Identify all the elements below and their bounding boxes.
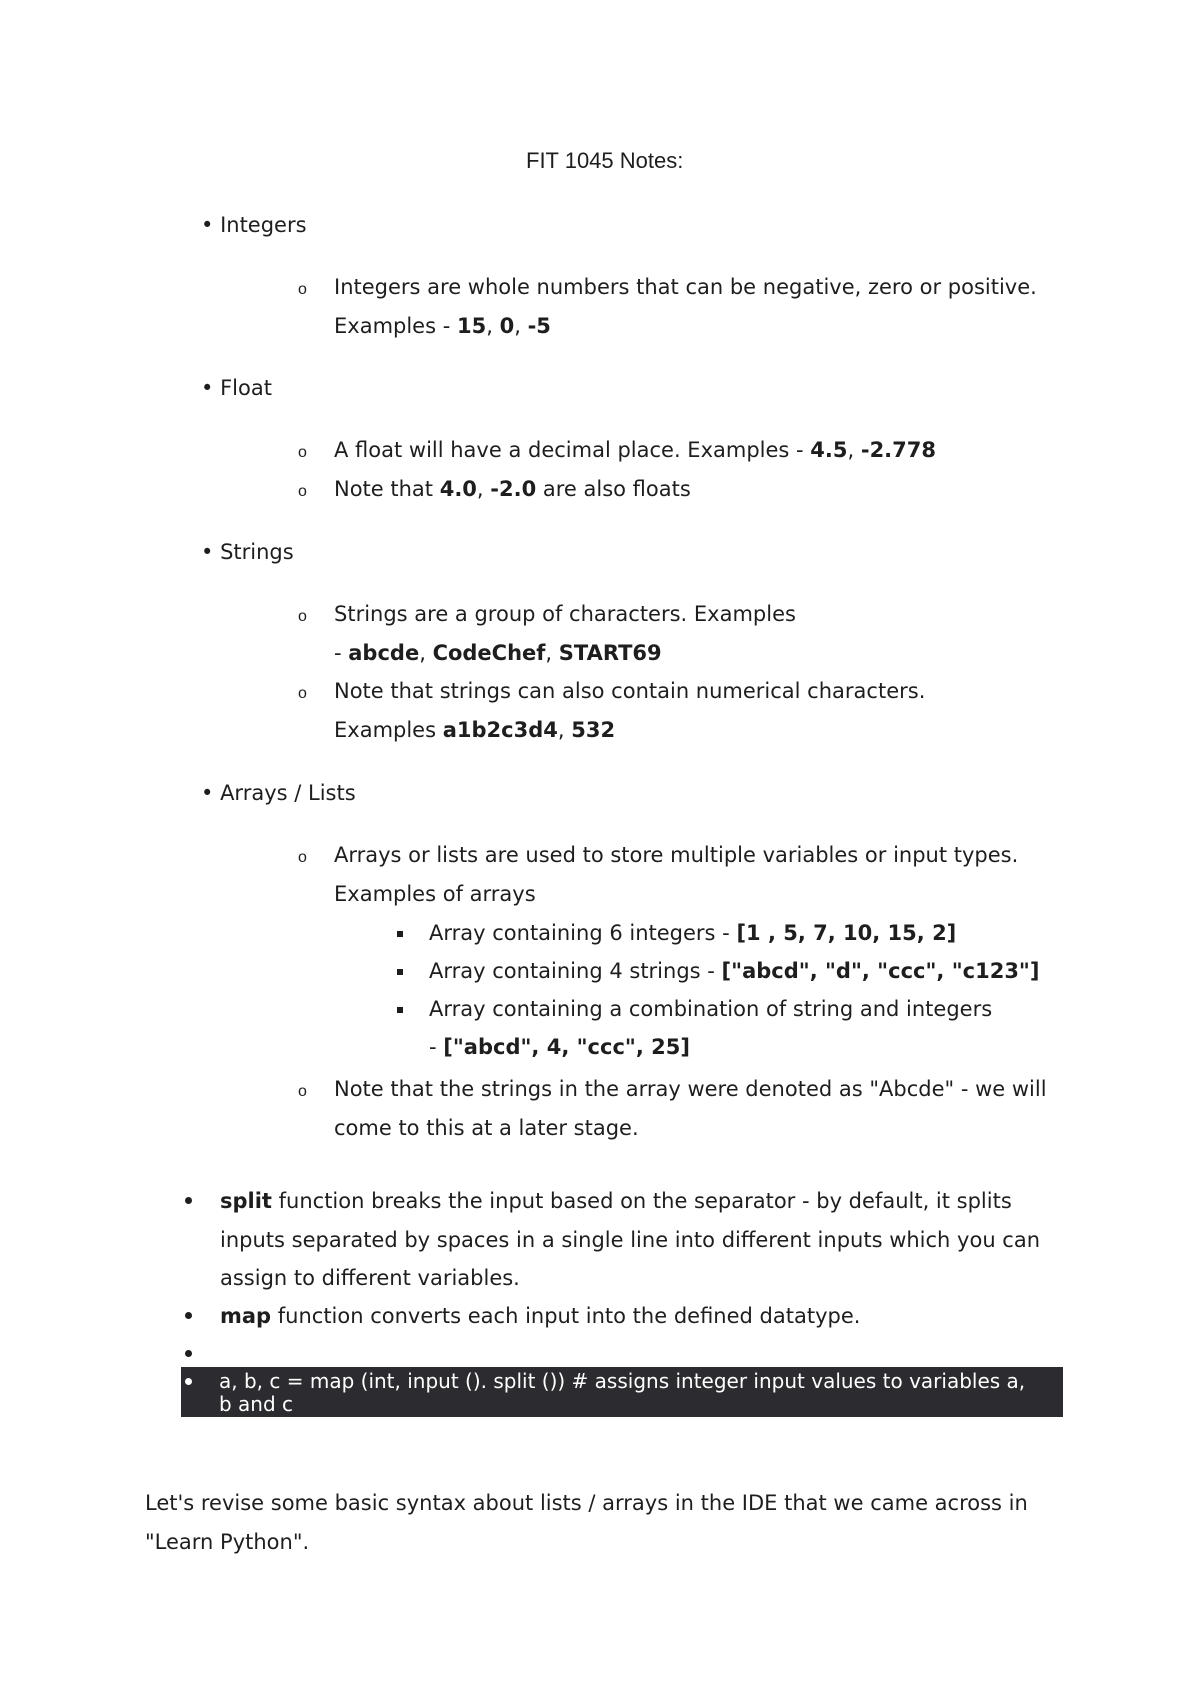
example-value: CodeChef <box>432 641 546 665</box>
closing-paragraph-line: "Learn Python". <box>145 1530 310 1554</box>
heading-text: Integers <box>220 213 307 237</box>
list-item-text: come to this at a later stage. <box>334 1116 639 1140</box>
code-line: b and c <box>219 1392 294 1416</box>
item-prefix: A float will have a decimal place. Examples - <box>334 438 811 462</box>
examples-label: Examples - <box>334 314 457 338</box>
function-name: map <box>220 1304 272 1328</box>
example-value: START69 <box>558 641 662 665</box>
example-value: 0 <box>499 314 515 338</box>
list-item-text: A float will have a decimal place. Examples - 4.5, -2.778 <box>334 438 936 462</box>
square-bullet-icon <box>397 1007 403 1013</box>
bullet-icon <box>185 1378 192 1385</box>
function-description-split <box>220 1189 1012 1213</box>
example-value: -2.0 <box>490 477 537 501</box>
bullet-icon <box>185 1312 192 1319</box>
item-prefix: Array containing 6 integers - <box>429 921 737 945</box>
function-description-line: inputs separated by spaces in a single line into different inputs which you can <box>220 1228 1041 1252</box>
function-text: function converts each input into the defined datatype. <box>271 1304 861 1328</box>
section-heading-integers: • Integers <box>201 213 307 237</box>
sub-bullet-marker: o <box>298 483 307 500</box>
array-example-item <box>429 921 956 945</box>
list-item-examples: Examples - 15, 0, -5 <box>334 314 551 338</box>
item-suffix: are also floats <box>536 477 691 501</box>
item-prefix: - <box>429 1035 444 1059</box>
example-value: 15 <box>456 314 487 338</box>
section-heading-strings: • Strings <box>201 540 294 564</box>
array-example-item: Array containing a combination of string and integers <box>429 997 993 1021</box>
example-value: -2.778 <box>860 438 936 462</box>
example-value: -5 <box>527 314 551 338</box>
example-value: 4.5 <box>810 438 848 462</box>
example-value: 4.0 <box>439 477 477 501</box>
section-heading-float: • Float <box>201 376 272 400</box>
sub-bullet-marker: o <box>298 1083 307 1100</box>
sub-bullet-marker: o <box>298 685 307 702</box>
bullet-icon <box>185 1350 192 1357</box>
function-description-map <box>220 1304 860 1328</box>
sub-bullet-marker: o <box>298 444 307 461</box>
examples-label: Examples <box>334 718 443 742</box>
list-item-text: Note that 4.0, -2.0 are also floats <box>334 477 691 501</box>
list-item-text: Strings are a group of characters. Examples <box>334 602 796 626</box>
function-name: split <box>220 1189 272 1213</box>
heading-text: Float <box>220 376 272 400</box>
page-title: FIT 1045 Notes: <box>526 148 684 173</box>
example-value: ["abcd", 4, "ccc", 25] <box>443 1035 690 1059</box>
code-line: a, b, c = map (int, input (). split ()) # assigns integer input values to variables a, <box>219 1369 1026 1393</box>
function-description-line: assign to different variables. <box>220 1266 520 1290</box>
list-item-text: Integers are whole numbers that can be negative, zero or positive. <box>334 275 1037 299</box>
list-item-text: Note that the strings in the array were denoted as "Abcde" - we will <box>334 1077 1047 1101</box>
sub-bullet-marker: o <box>298 849 307 866</box>
square-bullet-icon <box>397 969 403 975</box>
item-prefix: Array containing 4 strings - <box>429 959 722 983</box>
example-value: 532 <box>571 718 616 742</box>
code-block <box>181 1367 1063 1417</box>
closing-paragraph: Let's revise some basic syntax about lists / arrays in the IDE that we came across in <box>145 1491 1028 1515</box>
example-value: a1b2c3d4 <box>442 718 558 742</box>
example-value: [1 , 5, 7, 10, 15, 2] <box>736 921 957 945</box>
heading-text: Strings <box>220 540 294 564</box>
array-example-value <box>429 1035 690 1059</box>
examples-label: - <box>334 641 349 665</box>
section-heading-arrays: • Arrays / Lists <box>201 781 356 805</box>
list-item-examples: - abcde, CodeChef, START69 <box>334 641 662 665</box>
sub-bullet-marker: o <box>298 608 307 625</box>
square-bullet-icon <box>397 931 403 937</box>
function-text: function breaks the input based on the separator - by default, it splits <box>271 1189 1012 1213</box>
heading-text: Arrays / Lists <box>220 781 356 805</box>
bullet-icon <box>185 1197 192 1204</box>
example-value: ["abcd", "d", "ccc", "c123"] <box>721 959 1040 983</box>
list-item-examples: Examples a1b2c3d4, 532 <box>334 718 616 742</box>
example-value: abcde <box>348 641 420 665</box>
sub-bullet-marker: o <box>298 281 307 298</box>
list-item-text: Arrays or lists are used to store multiple variables or input types. <box>334 843 1019 867</box>
list-item-text: Examples of arrays <box>334 882 536 906</box>
list-item-text: Note that strings can also contain numerical characters. <box>334 679 926 703</box>
item-prefix: Note that <box>334 477 440 501</box>
array-example-item <box>429 959 1039 983</box>
